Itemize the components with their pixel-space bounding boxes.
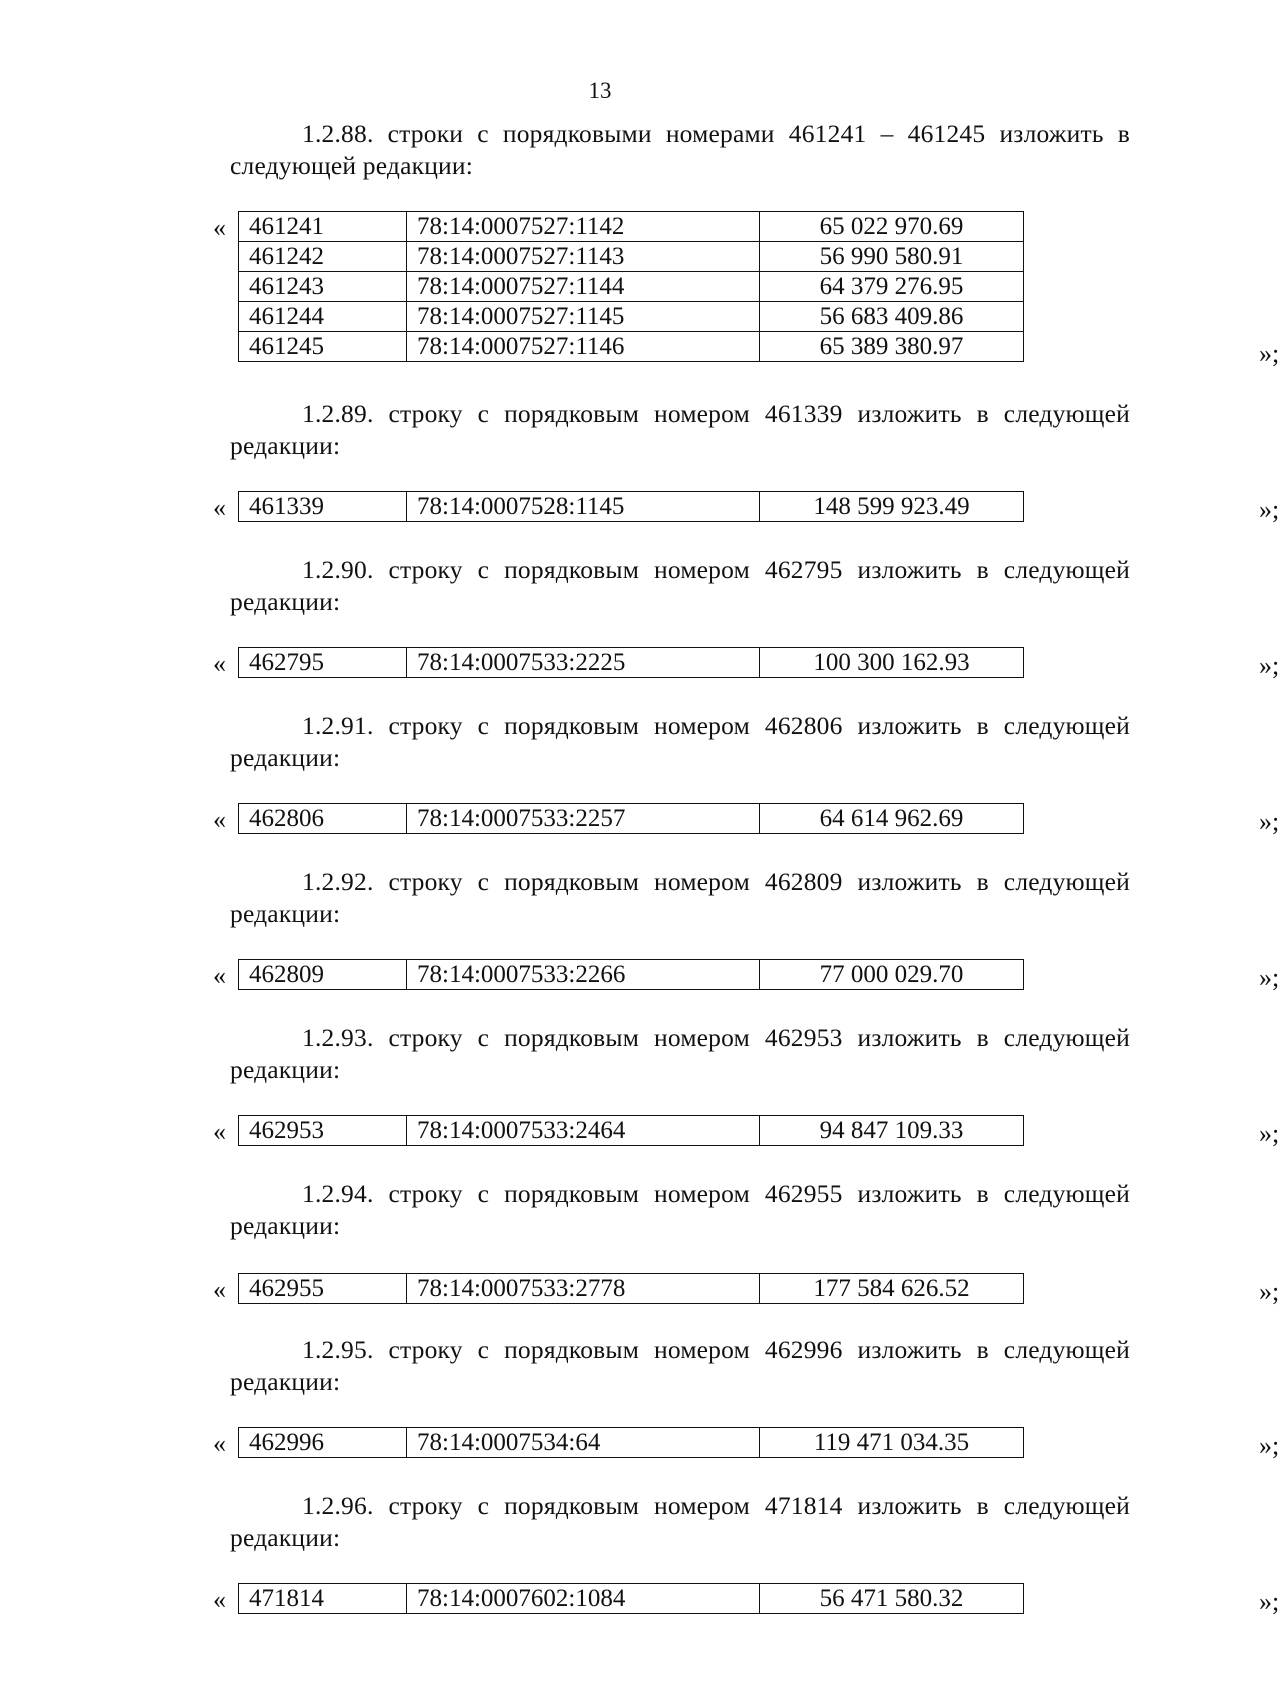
row-number-cell: 461243 — [239, 272, 407, 302]
amendment-table — [238, 211, 1024, 362]
cadastral-number-cell: 78:14:0007602:1084 — [407, 1584, 760, 1614]
table-row — [239, 648, 1024, 678]
amendment-table-block — [213, 491, 1279, 524]
row-number-cell: 461242 — [239, 242, 407, 272]
amendment-table — [238, 647, 1024, 678]
value-cell: 65 389 380.97 — [760, 332, 1024, 362]
amendment-table-block — [213, 1583, 1279, 1616]
table-row — [239, 1584, 1024, 1614]
cadastral-number-cell: 78:14:0007533:2266 — [407, 960, 760, 990]
row-number-cell: 461245 — [239, 332, 407, 362]
table-row — [239, 960, 1024, 990]
amendment-paragraph: 1.2.93. строку с порядковым номером 462953 изложить в следующей редакции: — [230, 1023, 1130, 1084]
opening-quote: « — [213, 1585, 226, 1614]
table-row — [239, 1428, 1024, 1458]
row-number-cell: 462996 — [239, 1428, 407, 1458]
cadastral-number-cell: 78:14:0007528:1145 — [407, 492, 760, 522]
cadastral-number-cell: 78:14:0007527:1145 — [407, 302, 760, 332]
amendment-table — [238, 491, 1024, 522]
row-number-cell: 461339 — [239, 492, 407, 522]
table-row — [239, 242, 1024, 272]
amendment-table-block — [213, 1273, 1279, 1306]
value-cell: 77 000 029.70 — [760, 960, 1024, 990]
closing-quote: »; — [1259, 807, 1279, 836]
closing-quote: »; — [1259, 1431, 1279, 1460]
amendment-paragraph: 1.2.91. строку с порядковым номером 462806 изложить в следующей редакции: — [230, 711, 1130, 772]
value-cell: 56 683 409.86 — [760, 302, 1024, 332]
table-row — [239, 492, 1024, 522]
opening-quote: « — [213, 213, 226, 242]
cadastral-number-cell: 78:14:0007533:2257 — [407, 804, 760, 834]
amendment-table — [238, 1115, 1024, 1146]
closing-quote: »; — [1259, 963, 1279, 992]
opening-quote: « — [213, 1429, 226, 1458]
row-number-cell: 461241 — [239, 212, 407, 242]
closing-quote: »; — [1259, 651, 1279, 680]
cadastral-number-cell: 78:14:0007527:1143 — [407, 242, 760, 272]
amendment-table-block — [213, 647, 1279, 680]
closing-quote: »; — [1259, 1587, 1279, 1616]
amendment-paragraph: 1.2.90. строку с порядковым номером 462795 изложить в следующей редакции: — [230, 555, 1130, 616]
row-number-cell: 462953 — [239, 1116, 407, 1146]
row-number-cell: 462955 — [239, 1274, 407, 1304]
row-number-cell: 471814 — [239, 1584, 407, 1614]
value-cell: 177 584 626.52 — [760, 1274, 1024, 1304]
page-number: 13 — [588, 78, 612, 103]
value-cell: 65 022 970.69 — [760, 212, 1024, 242]
table-row — [239, 1116, 1024, 1146]
amendment-paragraph: 1.2.88. строки с порядковыми номерами 461241 – 461245 изложить в следующей редакции: — [230, 119, 1130, 180]
value-cell: 100 300 162.93 — [760, 648, 1024, 678]
amendment-table-block — [213, 959, 1279, 992]
value-cell: 94 847 109.33 — [760, 1116, 1024, 1146]
cadastral-number-cell: 78:14:0007533:2225 — [407, 648, 760, 678]
amendment-table-block — [213, 803, 1279, 836]
value-cell: 64 379 276.95 — [760, 272, 1024, 302]
cadastral-number-cell: 78:14:0007527:1146 — [407, 332, 760, 362]
opening-quote: « — [213, 1275, 226, 1304]
closing-quote: »; — [1259, 1277, 1279, 1306]
cadastral-number-cell: 78:14:0007527:1144 — [407, 272, 760, 302]
value-cell: 119 471 034.35 — [760, 1428, 1024, 1458]
amendment-paragraph: 1.2.96. строку с порядковым номером 471814 изложить в следующей редакции: — [230, 1491, 1130, 1552]
cadastral-number-cell: 78:14:0007533:2464 — [407, 1116, 760, 1146]
amendment-table — [238, 803, 1024, 834]
closing-quote: »; — [1259, 495, 1279, 524]
amendment-table — [238, 1583, 1024, 1614]
amendment-table-block — [213, 1115, 1279, 1148]
amendment-table-block — [213, 211, 1279, 368]
value-cell: 148 599 923.49 — [760, 492, 1024, 522]
closing-quote: »; — [1259, 339, 1279, 368]
table-row — [239, 302, 1024, 332]
value-cell: 56 471 580.32 — [760, 1584, 1024, 1614]
value-cell: 64 614 962.69 — [760, 804, 1024, 834]
amendment-paragraph: 1.2.95. строку с порядковым номером 462996 изложить в следующей редакции: — [230, 1335, 1130, 1396]
amendment-table-block — [213, 1427, 1279, 1460]
row-number-cell: 461244 — [239, 302, 407, 332]
opening-quote: « — [213, 649, 226, 678]
table-row — [239, 804, 1024, 834]
amendment-table — [238, 1273, 1024, 1304]
amendment-paragraph: 1.2.94. строку с порядковым номером 462955 изложить в следующей редакции: — [230, 1179, 1130, 1240]
table-row — [239, 212, 1024, 242]
row-number-cell: 462809 — [239, 960, 407, 990]
amendment-paragraph: 1.2.89. строку с порядковым номером 461339 изложить в следующей редакции: — [230, 399, 1130, 460]
table-row — [239, 1274, 1024, 1304]
row-number-cell: 462806 — [239, 804, 407, 834]
opening-quote: « — [213, 805, 226, 834]
cadastral-number-cell: 78:14:0007534:64 — [407, 1428, 760, 1458]
opening-quote: « — [213, 961, 226, 990]
opening-quote: « — [213, 1117, 226, 1146]
table-row — [239, 272, 1024, 302]
amendment-paragraph: 1.2.92. строку с порядковым номером 462809 изложить в следующей редакции: — [230, 867, 1130, 928]
amendment-table — [238, 959, 1024, 990]
table-row — [239, 332, 1024, 362]
closing-quote: »; — [1259, 1119, 1279, 1148]
opening-quote: « — [213, 493, 226, 522]
cadastral-number-cell: 78:14:0007533:2778 — [407, 1274, 760, 1304]
row-number-cell: 462795 — [239, 648, 407, 678]
cadastral-number-cell: 78:14:0007527:1142 — [407, 212, 760, 242]
value-cell: 56 990 580.91 — [760, 242, 1024, 272]
amendment-table — [238, 1427, 1024, 1458]
